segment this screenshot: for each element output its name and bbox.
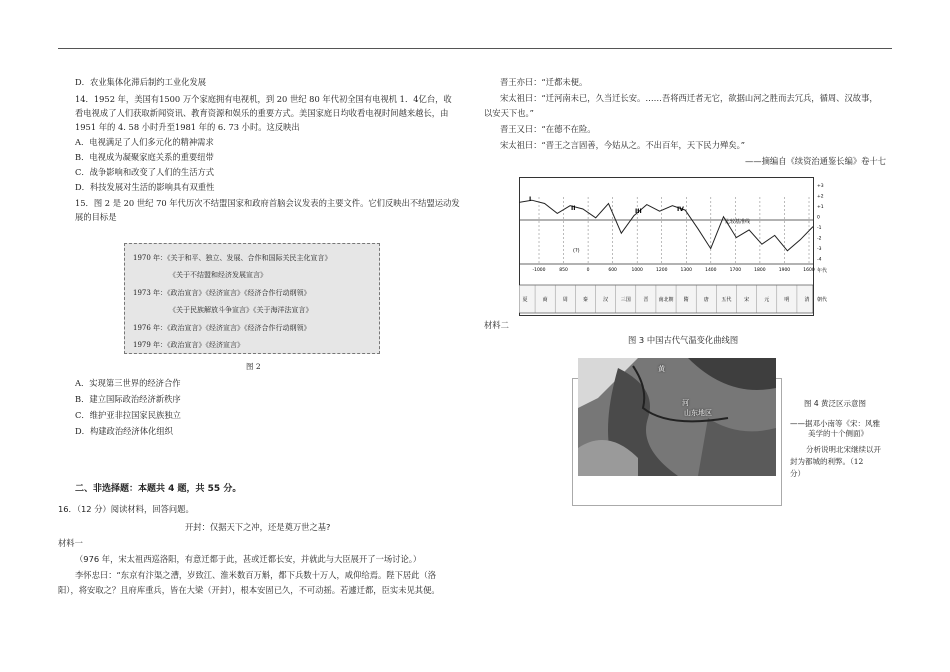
y-tick-label: +3 — [817, 184, 824, 189]
q14-option-b: B．电视成为凝聚家庭关系的重要纽带 — [75, 152, 214, 162]
material-1-label: 材料一 — [58, 538, 83, 548]
figure2-line: 1970 年：《关于和平、独立、发展、合作和国际关民主化宣言》 — [133, 254, 332, 262]
figure-3-caption: 图 3 中国古代气温变化曲线图 — [628, 335, 739, 345]
material-1-line-2: 李怀忠曰：“东京有汴渠之漕，岁致江、淮米数百万斛，都下兵数十万人，咸仰给焉。陛下居此（洛 — [75, 570, 437, 580]
figure2-line: 1979 年：《政治宣言》《经济宣言》 — [133, 341, 245, 349]
q14-option-d: D．科技发展对生活的影响具有双重性 — [75, 182, 215, 192]
map-terrain — [578, 358, 776, 476]
dialogue-line-5: 宋太祖曰：“晋王之言固善，今姑从之。不出百年，天下民力殚矣。” — [500, 140, 746, 150]
q14-line-2: 看电视成了人们获取新闻资讯、教育资源和娱乐的重要方式。美国家庭日均收看电视时间越来越长，由 — [75, 108, 449, 118]
dynasty-axis-label: 朝代 — [817, 297, 828, 303]
material-1-line-3: 阳），将安取之？且府库重兵，皆在大梁（开封），根本安固已久，不可动摇。若遽迁都，臣实未见其便。 — [58, 585, 440, 595]
dynasty-label: 五代 — [721, 297, 732, 303]
map-label: 黄 — [658, 365, 665, 373]
figure-4-note-3: 分） — [790, 469, 805, 478]
x-tick-label: 1800 — [754, 268, 766, 273]
section-2-heading: 二、非选择题：本题共 4 题，共 55 分。 — [75, 484, 242, 494]
q14-option-a: A．电视满足了人们多元化的精神需求 — [75, 137, 214, 147]
year-axis-label: 年代 — [817, 268, 828, 274]
dynasty-label: 明 — [784, 297, 790, 303]
y-tick-label: +1 — [817, 205, 824, 210]
period-label: I — [529, 196, 532, 203]
x-tick-label: 1200 — [656, 268, 668, 273]
figure-2-box — [124, 243, 380, 354]
y-tick-label: 0 — [817, 215, 820, 221]
q15-option-b: B．建立国际政治经济新秩序 — [75, 394, 181, 404]
period-label: II — [571, 205, 576, 212]
x-tick-label: 1300 — [680, 268, 692, 273]
source-citation-1: ——摘编自《续资治通鉴长编》卷十七 — [745, 156, 887, 166]
x-tick-label: 850 — [559, 268, 568, 273]
q15-line-2: 展的目标是 — [75, 212, 117, 222]
yellow-river-flood-map — [578, 358, 776, 476]
dynasty-label: 隋 — [683, 297, 689, 303]
q16-title: 开封：仅据天下之冲，还是奠万世之基? — [185, 522, 331, 532]
y-tick-label: -4 — [817, 257, 822, 263]
x-tick-label: 1000 — [631, 268, 643, 273]
y-tick-label: -1 — [817, 226, 822, 231]
baseline-label: 比较基准线 — [725, 219, 751, 225]
figure-4-source-1: ——据邓小南等《宋：风雅 — [790, 419, 880, 428]
q15-line-1: 15．图 2 是 20 世纪 70 年代历次不结盟国家和政府首脑会议发表的主要文件。它们反映出不结盟运动发 — [75, 198, 460, 208]
dynasty-label: 汉 — [603, 297, 609, 303]
x-tick-label: 600 — [608, 268, 617, 273]
figure2-line: 《关于民族解放斗争宣言》《关于海洋法宣言》 — [169, 306, 313, 314]
material-1-line-1: （976 年，宋太祖西巡洛阳，有意迁都于此，甚或迁都长安，并就此与大臣展开了一场讨论。） — [75, 554, 422, 564]
q16-intro: 16．（12 分）阅读材料，回答问题。 — [58, 504, 194, 514]
figure2-line: 1976 年：《政治宣言》《经济宣言》《经济合作行动纲领》 — [133, 324, 311, 332]
x-tick-label: 0 — [586, 268, 590, 273]
y-tick-label: -3 — [817, 247, 822, 252]
header-rule — [58, 48, 892, 49]
figure-4-source-2: 美学的十个侧面》 — [808, 429, 868, 438]
dynasty-label: 晋 — [643, 297, 649, 303]
map-label: 河 — [682, 399, 689, 407]
figure-4-title: 图 4 黄泛区示意图 — [804, 399, 867, 408]
map-label: 山东地区 — [684, 409, 712, 417]
figure-2-caption: 图 2 — [246, 362, 261, 371]
q15-option-a: A．实现第三世界的经济合作 — [75, 378, 181, 388]
q14-option-c: C．战争影响和改变了人们的生活方式 — [75, 167, 215, 177]
dialogue-line-2: 宋太祖曰：“迁河南未已，久当迁长安。……吾将西迁者无它，欲据山河之胜而去冗兵，循周、汉故事， — [500, 93, 878, 103]
q14-line-3: 1951 年的 4. 58 小时升至1981 年的 6. 73 小时。这反映出 — [75, 122, 300, 132]
dialogue-line-1: 晋王亦曰：“迁都未便。 — [500, 77, 588, 87]
dynasty-label: 周 — [562, 297, 568, 303]
period-label: IV — [677, 206, 684, 213]
x-tick-label: -1000 — [532, 268, 546, 273]
x-tick-label: 1400 — [705, 268, 717, 273]
q14-line-1: 14．1952 年，美国有1500 万个家庭拥有电视机，到 20 世纪 80 年代初全国有电视机 1．4亿台，收 — [75, 94, 452, 104]
dialogue-line-3: 以安天下也。” — [484, 108, 534, 118]
x-tick-label: 1700 — [729, 268, 742, 273]
q13-option-d: D．农业集体化滞后制约工业化发展 — [75, 77, 207, 87]
dynasty-label: 商 — [542, 297, 548, 303]
q15-option-c: C．维护亚非拉国家民族独立 — [75, 410, 181, 420]
dynasty-label: 宋 — [744, 297, 750, 303]
period-note: (?) — [573, 248, 580, 254]
dialogue-line-4: 晋王又曰：“在德不在险。 — [500, 124, 596, 134]
dynasty-label: 南北朝 — [658, 297, 674, 303]
figure-4-note-1: 分析说明北宋继续以开 — [806, 445, 881, 454]
x-tick-label: 1900 — [778, 268, 791, 273]
dynasty-label: 夏 — [522, 297, 528, 303]
dynasty-label: 元 — [764, 297, 770, 303]
dynasty-label: 秦 — [582, 297, 588, 303]
dynasty-label: 三国 — [620, 297, 631, 303]
y-tick-label: +2 — [817, 194, 824, 200]
y-tick-label: -2 — [817, 236, 822, 242]
figure-4-note-2: 封为都城的利弊。（12 — [790, 457, 864, 466]
dynasty-label: 清 — [804, 297, 810, 303]
q15-option-d: D．构建政治经济体化组织 — [75, 426, 173, 436]
x-tick-label: 1600 — [803, 268, 815, 273]
temperature-chart — [519, 177, 829, 317]
figure2-line: 《关于不结盟和经济发展宣言》 — [169, 271, 267, 279]
dynasty-label: 唐 — [703, 297, 709, 303]
figure2-line: 1973 年：《政治宣言》《经济宣言》《经济合作行动纲领》 — [133, 289, 311, 297]
material-2-label: 材料二 — [484, 320, 509, 330]
period-label: III — [635, 208, 642, 215]
